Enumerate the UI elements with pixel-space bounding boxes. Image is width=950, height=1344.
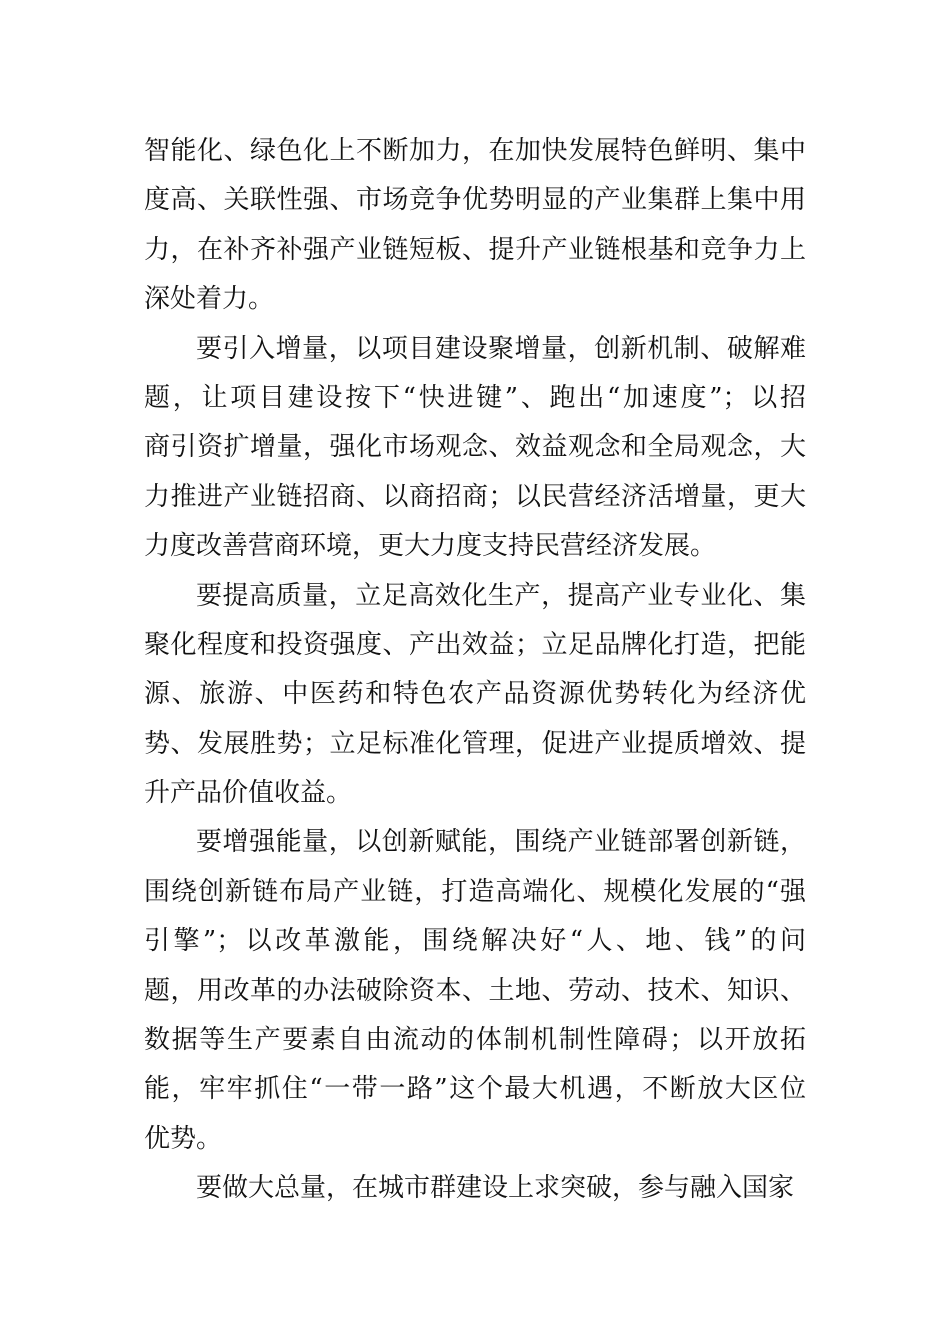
body-text [144,127,806,1214]
text-line: 聚化程度和投资强度、产出效益；立足品牌化打造，把能 [144,629,806,660]
text-line: 势、发展胜势；立足标准化管理，促进产业提质增效、提 [144,728,806,759]
text-line: 升产品价值收益。 [144,778,353,809]
paragraph-first-line: 要增强能量，以创新赋能，围绕产业链部署创新链， [196,827,806,858]
text-line: 围绕创新链布局产业链，打造高端化、规模化发展的“强 [144,876,806,907]
text-line: 力推进产业链招商、以商招商；以民营经济活增量，更大 [144,481,806,512]
paragraph-first-line: 要做大总量，在城市群建设上求突破，参与融入国家 [196,1173,795,1204]
text-line: 引擎”；以改革激能，围绕解决好“人、地、钱”的问 [144,926,806,957]
paragraph-first-line: 要引入增量，以项目建设聚增量，创新机制、破解难 [196,333,806,364]
text-line: 题，用改革的办法破除资本、土地、劳动、技术、知识、 [144,975,806,1006]
paragraph-first-line: 要提高质量，立足高效化生产，提高产业专业化、集 [196,580,806,611]
text-line: 商引资扩增量，强化市场观念、效益观念和全局观念，大 [144,432,806,463]
text-line: 题，让项目建设按下“快进键”、跑出“加速度”；以招 [144,382,806,413]
text-line: 能，牢牢抓住“一带一路”这个最大机遇，不断放大区位 [144,1074,806,1105]
text-line: 力，在补齐补强产业链短板、提升产业链根基和竞争力上 [144,234,806,265]
text-line: 数据等生产要素自由流动的体制机制性障碍；以开放拓 [144,1025,806,1056]
text-line: 优势。 [144,1123,223,1154]
text-line: 力度改善营商环境，更大力度支持民营经济发展。 [144,531,717,562]
text-line: 智能化、绿色化上不断加力，在加快发展特色鲜明、集中 [144,136,806,166]
text-line: 深处着力。 [144,284,275,315]
text-line: 源、旅游、中医药和特色农产品资源优势转化为经济优 [144,679,806,710]
text-line: 度高、关联性强、市场竞争优势明显的产业集群上集中用 [144,185,806,216]
